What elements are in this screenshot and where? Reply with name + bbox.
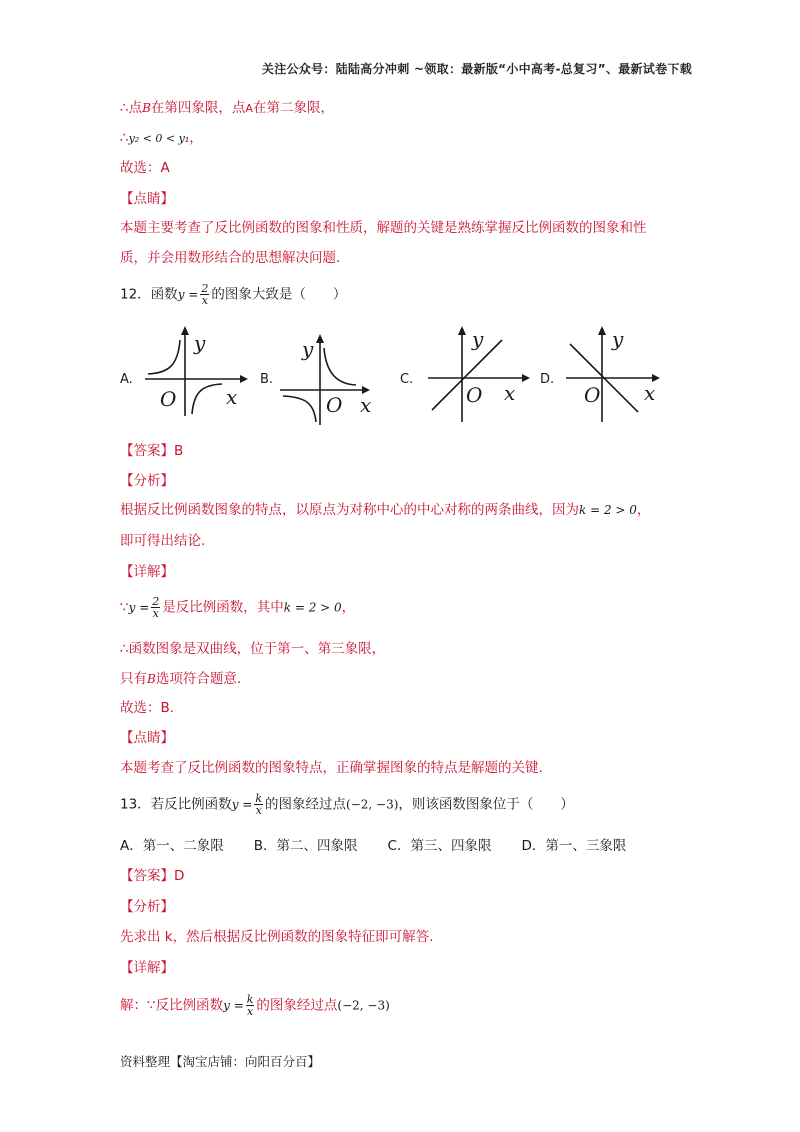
option-d-label: D. (540, 372, 555, 387)
choice-b: B．第二、四象限 (253, 838, 358, 854)
option-c-graph (420, 324, 530, 424)
q11-comment-line-2: 质，并会用数形结合的思想解决问题. (120, 250, 341, 266)
text: 的图象经过点 (265, 796, 347, 813)
math-y: y = (231, 797, 253, 812)
q12-detail-line-2: ∴函数图象是双曲线，位于第一、第三象限， (120, 641, 386, 657)
option-b-graph (280, 330, 380, 426)
text-A: A (245, 102, 253, 115)
fraction (246, 994, 255, 1017)
q12-analysis-line-1 (120, 500, 650, 520)
text: 只有 (120, 671, 147, 687)
q12-analysis-line-2: 即可得出结论. (120, 533, 206, 549)
text: ∵ (120, 599, 129, 616)
q11-line-1 (120, 98, 334, 119)
q12-detail-line-4: 故选：B. (120, 700, 175, 716)
denominator: x (255, 804, 262, 817)
axis-o-label: O (466, 383, 483, 407)
q12-comment-tag: 【点睛】 (120, 730, 174, 746)
q13-analysis-tag: 【分析】 (120, 899, 174, 915)
q13-answer-tag: 【答案】D (120, 868, 185, 884)
math-k: k = 2 > 0 (283, 600, 342, 615)
numerator: 2 (201, 282, 209, 295)
text: ， (189, 130, 203, 146)
text: ，则该函数图象位于（ ） (398, 796, 574, 813)
text: 根据反比例函数图象的特点，以原点为对称中心的中心对称的两条曲线，因为 (120, 502, 579, 518)
text: 在第四象限，点 (150, 100, 246, 116)
q13-detail-line-1 (120, 994, 390, 1017)
fraction (254, 793, 263, 816)
axis-x-label: x (504, 381, 516, 405)
axis-o-label: O (326, 393, 343, 417)
axis-y-label: y (612, 327, 624, 351)
q12-answer-tag: 【答案】B (120, 443, 184, 459)
q12-analysis-tag: 【分析】 (120, 473, 174, 489)
math-point: (−2, −3) (346, 797, 399, 812)
text: 解：∵反比例函数 (120, 997, 224, 1014)
math-B: B (147, 672, 156, 686)
q11-answer: 故选：A (120, 160, 170, 176)
option-a-label: A. (120, 372, 133, 387)
text: 12．函数 (120, 286, 178, 303)
math-y: y = (128, 600, 150, 615)
page-header: 关注公众号：陆陆高分冲刺 ~领取：最新版“小中高考-总复习”、最新试卷下载 (261, 62, 692, 76)
text: ， (341, 599, 356, 616)
option-d-graph (560, 324, 670, 424)
denominator: x (152, 607, 159, 620)
denominator: x (246, 1005, 254, 1018)
choice-a: A．第一、二象限 (120, 838, 224, 854)
numerator: 2 (152, 595, 160, 608)
axis-o-label: O (584, 383, 601, 407)
math-B: B (142, 101, 151, 115)
q11-line-2 (120, 128, 203, 149)
q12-comment-line-1: 本题考查了反比例函数的图象特点，正确掌握图象的特点是解题的关键. (120, 760, 543, 776)
text: ∴点 (120, 100, 143, 116)
q11-comment-tag: 【点睛】 (120, 191, 174, 207)
q12-detail-line-1 (120, 596, 355, 619)
text: ∴ (120, 130, 129, 146)
q11-comment-line-1: 本题主要考查了反比例函数的图象和性质，解题的关键是熟练掌握反比例函数的图象和性 (120, 220, 647, 236)
text: 是反比例函数，其中 (162, 599, 284, 616)
axis-o-label: O (160, 387, 177, 411)
text: 在第二象限， (252, 100, 334, 116)
axis-y-label: y (472, 327, 484, 351)
option-c-label: C. (400, 372, 414, 387)
axis-x-label: x (360, 393, 372, 417)
choice-c: C．第三、四象限 (387, 838, 492, 854)
option-a-graph (140, 326, 250, 416)
math-inequality: y₂ < 0 < y₁ (128, 132, 190, 145)
denominator: x (201, 294, 208, 307)
math-k: k = 2 > 0 (579, 503, 637, 517)
math-point: (−2, −3) (337, 998, 390, 1013)
option-b-label: B. (260, 372, 274, 387)
q13-choices (120, 836, 656, 856)
q13-detail-tag: 【详解】 (120, 960, 174, 976)
text: ， (636, 502, 651, 518)
math-y: y = (177, 287, 199, 302)
choice-d: D．第一、三象限 (521, 838, 627, 854)
numerator: k (246, 993, 254, 1006)
q12-detail-tag: 【详解】 (120, 564, 174, 580)
fraction (200, 283, 209, 306)
q12-stem (120, 283, 346, 306)
text: 选项符合题意. (155, 671, 242, 687)
text: 13．若反比例函数 (120, 796, 232, 813)
axis-y-label: y (194, 331, 206, 355)
q12-detail-line-3 (120, 669, 241, 689)
fraction (151, 596, 160, 619)
numerator: k (255, 792, 263, 805)
q13-analysis-line-1: 先求出 k，然后根据反比例函数的图象特征即可解答. (120, 929, 434, 945)
axis-x-label: x (644, 381, 656, 405)
page-footer: 资料整理【淘宝店铺：向阳百分百】 (120, 1054, 321, 1069)
q13-stem (120, 793, 574, 816)
text: 的图象经过点 (256, 997, 338, 1014)
text: 的图象大致是（ ） (211, 286, 347, 303)
math-y: y = (223, 998, 244, 1013)
axis-x-label: x (226, 385, 238, 409)
axis-y-label: y (302, 337, 314, 361)
